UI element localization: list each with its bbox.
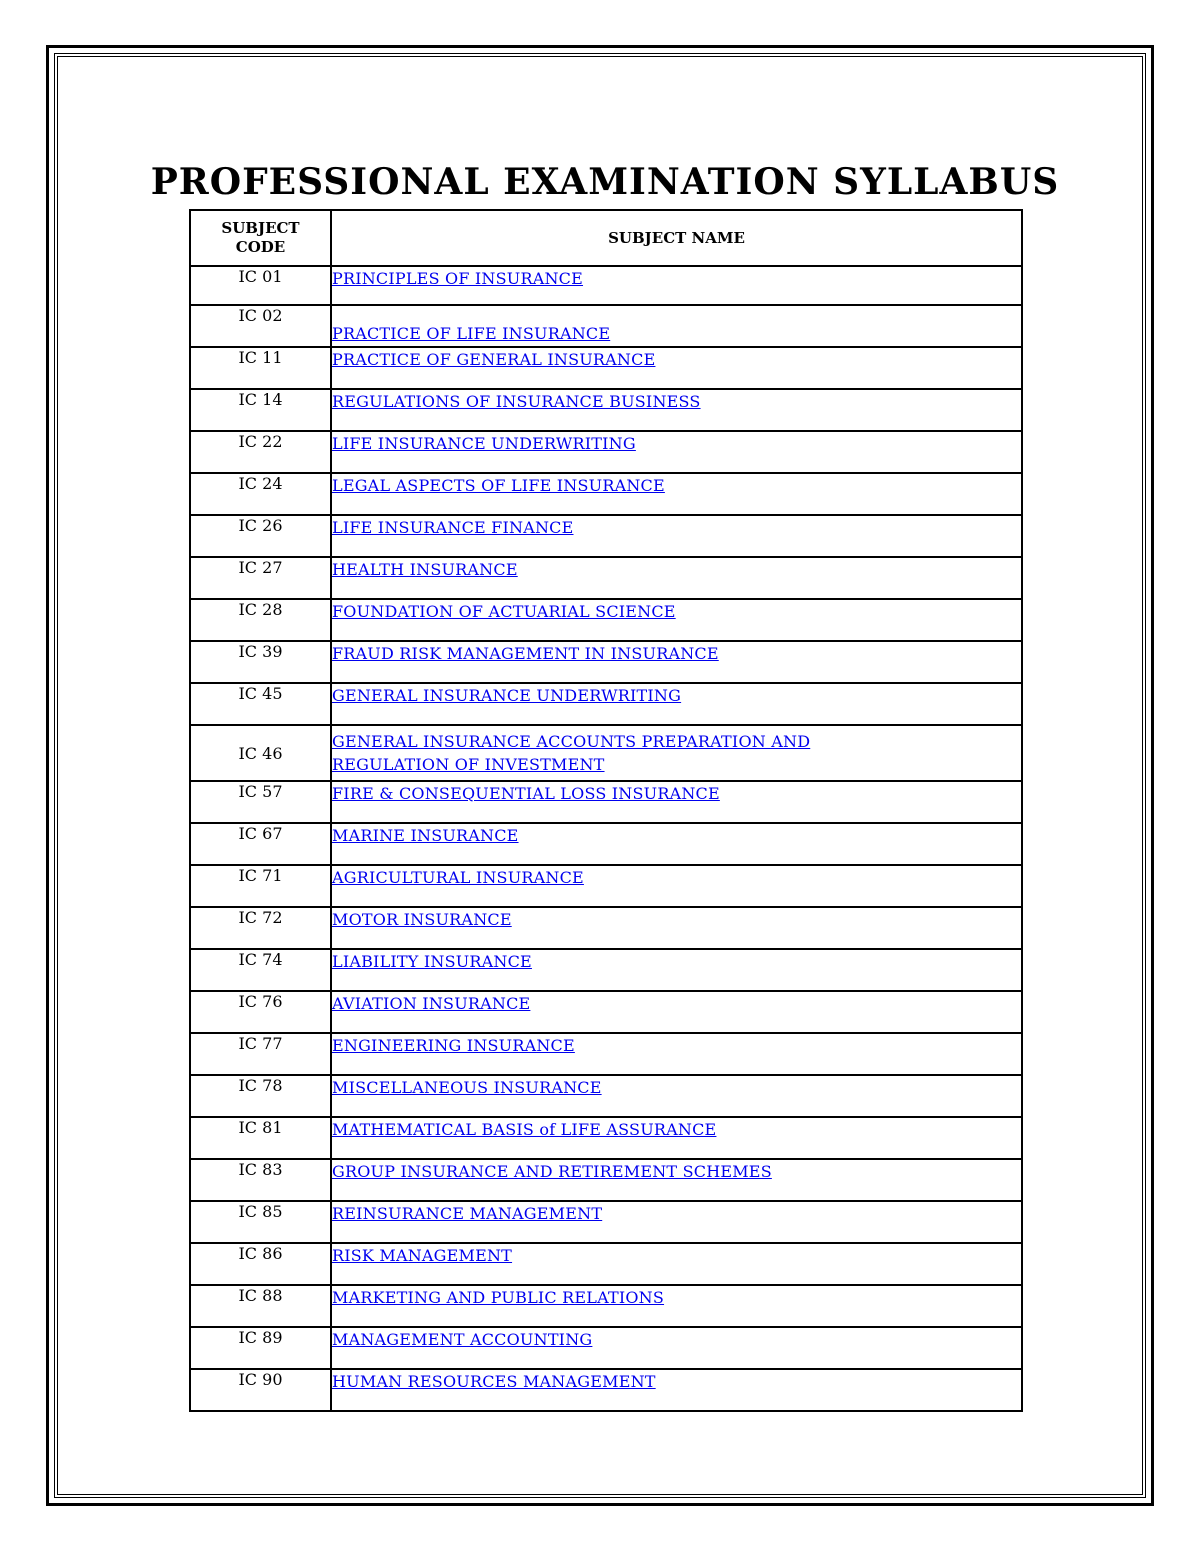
subject-link[interactable]: LIABILITY INSURANCE <box>332 952 532 971</box>
subject-name-header: SUBJECT NAME <box>331 210 1022 266</box>
subject-link[interactable]: HEALTH INSURANCE <box>332 560 518 579</box>
subject-link[interactable]: AGRICULTURAL INSURANCE <box>332 868 584 887</box>
table-row <box>190 305 1022 347</box>
subject-link[interactable]: REINSURANCE MANAGEMENT <box>332 1204 603 1223</box>
subject-link[interactable]: FOUNDATION OF ACTUARIAL SCIENCE <box>332 602 676 621</box>
table-row <box>190 1159 1022 1201</box>
table-row <box>190 389 1022 431</box>
subject-link[interactable]: LIFE INSURANCE FINANCE <box>332 518 574 537</box>
subject-link[interactable]: MANAGEMENT ACCOUNTING <box>332 1330 593 1349</box>
subject-code: IC 71 <box>190 865 331 907</box>
subject-code: IC 22 <box>190 431 331 473</box>
subject-link[interactable]: FIRE & CONSEQUENTIAL LOSS INSURANCE <box>332 784 720 803</box>
subject-link[interactable]: MOTOR INSURANCE <box>332 910 512 929</box>
subject-link[interactable]: AVIATION INSURANCE <box>332 994 531 1013</box>
subject-code: IC 78 <box>190 1075 331 1117</box>
subject-code: IC 24 <box>190 473 331 515</box>
subject-link[interactable]: PRINCIPLES OF INSURANCE <box>332 269 584 288</box>
table-row <box>190 1369 1022 1411</box>
table-row <box>190 473 1022 515</box>
subject-code: IC 88 <box>190 1285 331 1327</box>
table-row <box>190 907 1022 949</box>
subject-code: IC 26 <box>190 515 331 557</box>
subject-link[interactable]: MARKETING AND PUBLIC RELATIONS <box>332 1288 665 1307</box>
subject-link[interactable]: LEGAL ASPECTS OF LIFE INSURANCE <box>332 476 665 495</box>
subject-code: IC 77 <box>190 1033 331 1075</box>
table-row <box>190 991 1022 1033</box>
table-row <box>190 347 1022 389</box>
subject-code: IC 83 <box>190 1159 331 1201</box>
subject-code: IC 27 <box>190 557 331 599</box>
subject-code: IC 46 <box>190 725 331 781</box>
subject-code: IC 57 <box>190 781 331 823</box>
subject-code: IC 02 <box>190 305 331 347</box>
subject-link-line1: GENERAL INSURANCE ACCOUNTS PREPARATION AND <box>332 732 811 751</box>
table-row <box>190 823 1022 865</box>
subject-link[interactable] <box>332 732 810 774</box>
table-row <box>190 949 1022 991</box>
table-row <box>190 865 1022 907</box>
subject-code: IC 11 <box>190 347 331 389</box>
table-row <box>190 781 1022 823</box>
subject-code: IC 86 <box>190 1243 331 1285</box>
table-header-row <box>190 210 1022 266</box>
subject-link[interactable]: REGULATIONS OF INSURANCE BUSINESS <box>332 392 701 411</box>
subject-code: IC 45 <box>190 683 331 725</box>
subject-code: IC 01 <box>190 266 331 305</box>
subject-code: IC 90 <box>190 1369 331 1411</box>
subject-link[interactable]: HUMAN RESOURCES MANAGEMENT <box>332 1372 656 1391</box>
page-title: PROFESSIONAL EXAMINATION SYLLABUS <box>150 161 1060 203</box>
table-row <box>190 683 1022 725</box>
table-row <box>190 431 1022 473</box>
subject-code: IC 14 <box>190 389 331 431</box>
table-row <box>190 1075 1022 1117</box>
subject-code-header-line1: SUBJECT <box>221 219 300 237</box>
subject-link[interactable]: GROUP INSURANCE AND RETIREMENT SCHEMES <box>332 1162 772 1181</box>
subject-code: IC 81 <box>190 1117 331 1159</box>
syllabus-table <box>189 209 1023 1412</box>
subject-code: IC 39 <box>190 641 331 683</box>
table-row <box>190 1117 1022 1159</box>
subject-code: IC 74 <box>190 949 331 991</box>
subject-code: IC 85 <box>190 1201 331 1243</box>
subject-code: IC 89 <box>190 1327 331 1369</box>
table-row <box>190 1285 1022 1327</box>
subject-code-header <box>190 210 331 266</box>
subject-code: IC 28 <box>190 599 331 641</box>
table-row <box>190 641 1022 683</box>
subject-code: IC 72 <box>190 907 331 949</box>
table-row <box>190 725 1022 781</box>
table-row <box>190 515 1022 557</box>
subject-link[interactable]: MARINE INSURANCE <box>332 826 519 845</box>
subject-link[interactable]: MISCELLANEOUS INSURANCE <box>332 1078 602 1097</box>
table-row <box>190 1201 1022 1243</box>
subject-code: IC 76 <box>190 991 331 1033</box>
subject-link[interactable]: RISK MANAGEMENT <box>332 1246 513 1265</box>
table-row <box>190 557 1022 599</box>
subject-link[interactable]: MATHEMATICAL BASIS of LIFE ASSURANCE <box>332 1120 717 1139</box>
subject-code-header-line2: CODE <box>235 238 286 256</box>
subject-link[interactable]: LIFE INSURANCE UNDERWRITING <box>332 434 636 453</box>
subject-link[interactable]: PRACTICE OF GENERAL INSURANCE <box>332 350 656 369</box>
subject-link-line2: REGULATION OF INVESTMENT <box>332 755 605 774</box>
subject-link[interactable]: GENERAL INSURANCE UNDERWRITING <box>332 686 682 705</box>
table-row <box>190 1033 1022 1075</box>
subject-code: IC 67 <box>190 823 331 865</box>
table-row <box>190 1243 1022 1285</box>
subject-link[interactable]: FRAUD RISK MANAGEMENT IN INSURANCE <box>332 644 719 663</box>
table-row <box>190 1327 1022 1369</box>
subject-link[interactable]: ENGINEERING INSURANCE <box>332 1036 575 1055</box>
subject-link[interactable]: PRACTICE OF LIFE INSURANCE <box>332 324 611 343</box>
table-row <box>190 266 1022 305</box>
table-row <box>190 599 1022 641</box>
